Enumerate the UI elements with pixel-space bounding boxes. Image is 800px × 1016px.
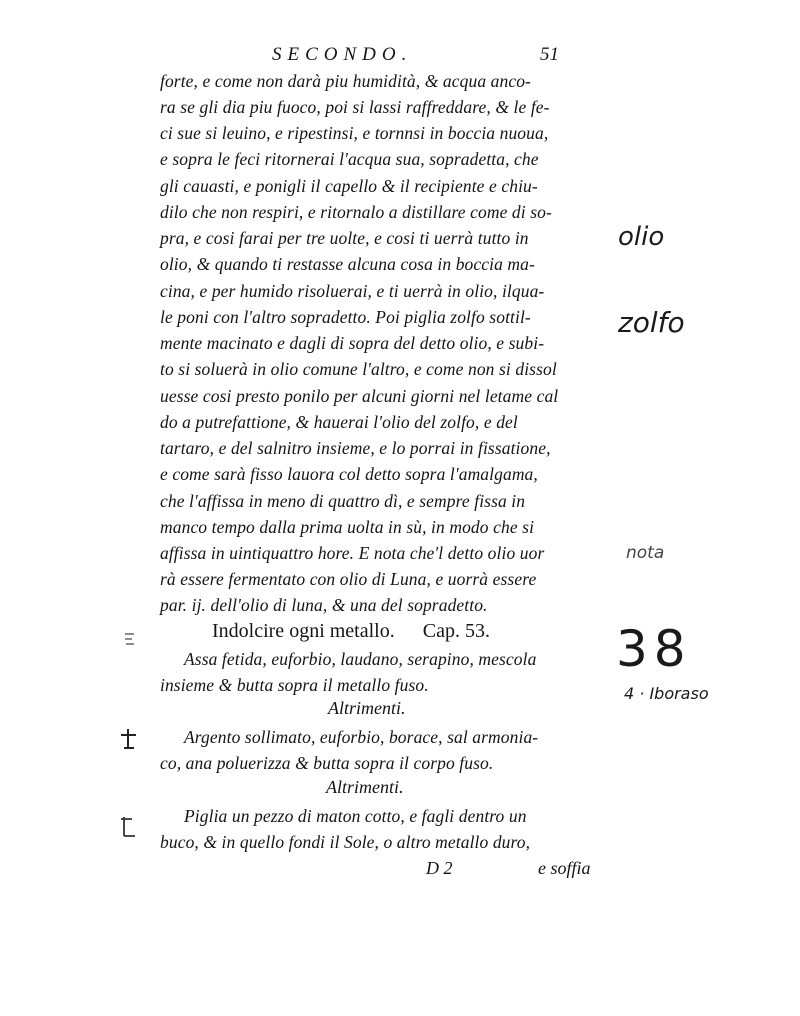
text-line: do a putrefattione, & hauerai l'olio del zolfo, e del <box>160 412 518 432</box>
margin-note-zolfo: zolfo <box>618 306 685 339</box>
running-head-title: SECONDO. <box>272 44 413 65</box>
recipe-line: insieme & butta sopra il metallo fuso. <box>160 675 429 695</box>
text-line: gli cauasti, e ponigli il capello & il recipiente e chiu- <box>160 176 538 196</box>
text-line: affissa in uintiquattro hore. E nota che'l detto olio uor <box>160 543 545 563</box>
text-line: uesse cosi presto ponilo per alcuni giorni nel letame cal <box>160 386 559 406</box>
text-line: ci sue si leuino, e ripestinsi, e tornnsi in boccia nuoua, <box>160 123 549 143</box>
chapter-number: Cap. 53. <box>422 620 490 642</box>
text-line: manco tempo dalla prima uolta in sù, in modo che si <box>160 517 535 537</box>
section-subheading: Altrimenti. <box>328 698 406 718</box>
text-line: e sopra le feci ritornerai l'acqua sua, sopradetta, che <box>160 149 539 169</box>
margin-mark-icon <box>118 814 138 842</box>
recipe-line: co, ana poluerizza & butta sopra il corpo fuso. <box>160 753 494 773</box>
text-line: tartaro, e del salnitro insieme, e lo porrai in fissatione, <box>160 438 551 458</box>
margin-mark-icon <box>122 630 138 650</box>
chapter-title: Indolcire ogni metallo. <box>212 620 395 642</box>
recipe-line: Assa fetida, euforbio, laudano, serapino, mescola <box>184 649 537 669</box>
recipe-line: buco, & in quello fondi il Sole, o altro metallo duro, <box>160 832 531 852</box>
text-line: pra, e cosi farai per tre uolte, e cosi ti uerrà tutto in <box>160 228 529 248</box>
margin-note-nota: nota <box>626 543 665 563</box>
text-line: rà essere fermentato con olio di Luna, e uorrà essere <box>160 569 537 589</box>
text-line: forte, e come non darà piu humidità, & acqua anco- <box>160 71 531 91</box>
margin-mark-icon <box>118 726 140 754</box>
text-line: le poni con l'altro sopradetto. Poi piglia zolfo sottil- <box>160 307 531 327</box>
text-line: par. ij. dell'olio di luna, & una del sopradetto. <box>160 595 488 615</box>
page-number: 51 <box>540 44 559 65</box>
text-line: ra se gli dia piu fuoco, poi si lassi raffreddare, & le fe- <box>160 97 550 117</box>
chapter-heading <box>212 620 490 643</box>
margin-note-borace: 4 · Iboraso <box>624 684 709 703</box>
text-line: cina, e per humido risoluerai, e ti uerrà in olio, ilqua- <box>160 281 545 301</box>
margin-note-olio: olio <box>618 222 665 252</box>
text-line: e come sarà fisso lauora col detto sopra l'amalgama, <box>160 464 538 484</box>
text-line: mente macinato e dagli di sopra del detto olio, e subi- <box>160 333 545 353</box>
text-line: dilo che non respiri, e ritornalo a distillare come di so- <box>160 202 552 222</box>
recipe-line: Piglia un pezzo di maton cotto, e fagli dentro un <box>184 806 527 826</box>
margin-note-number: 38 <box>616 620 692 678</box>
text-line: che l'affissa in meno di quattro dì, e sempre fissa in <box>160 491 526 511</box>
signature-mark: D 2 <box>426 858 453 878</box>
recipe-line: Argento sollimato, euforbio, borace, sal armonia- <box>184 727 539 747</box>
text-line: olio, & quando ti restasse alcuna cosa in boccia ma- <box>160 254 535 274</box>
section-subheading: Altrimenti. <box>326 777 404 797</box>
catchword: e soffia <box>538 858 591 878</box>
text-line: to si soluerà in olio comune l'altro, e come non si dissol <box>160 359 557 379</box>
